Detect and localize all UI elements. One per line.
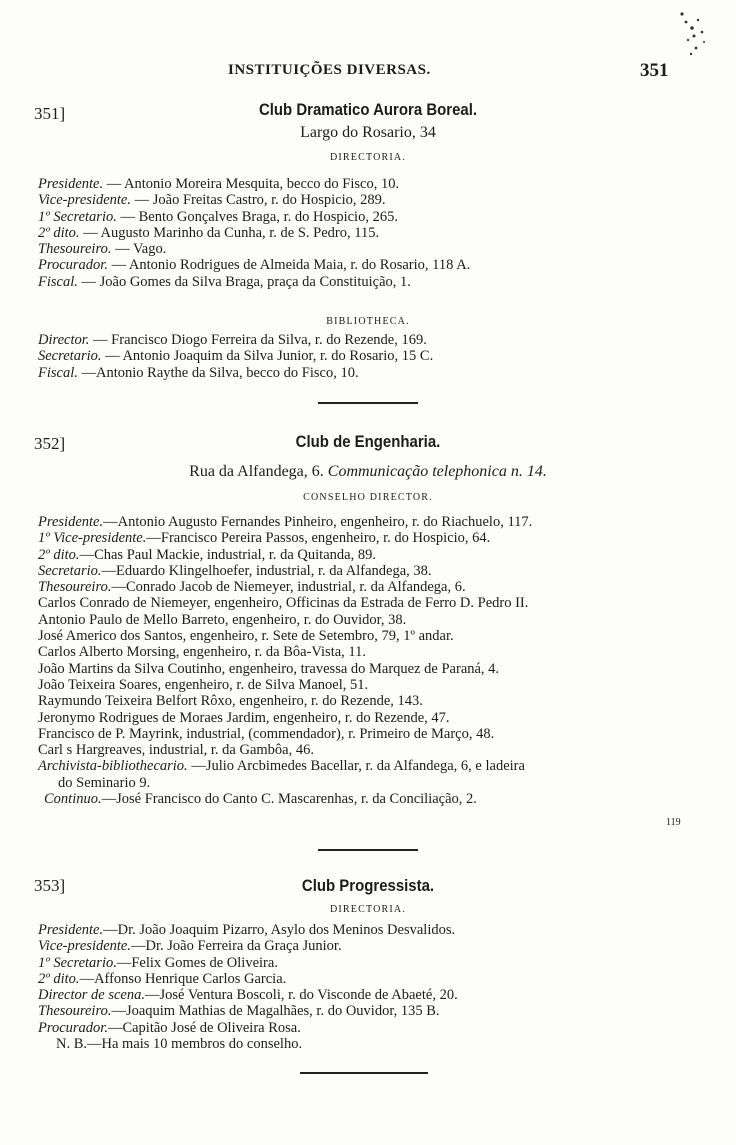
list-item: Director de scena.—José Ventura Boscoli, r. do Visconde de Abaeté, 20. <box>38 987 458 1004</box>
list-item: Thesoureiro.—Conrado Jacob de Niemeyer, industrial, r. da Alfandega, 6. <box>38 579 466 596</box>
group-heading: DIRECTORIA. <box>329 904 407 915</box>
list-item: Antonio Paulo de Mello Barreto, engenheiro, r. do Ouvidor, 38. <box>38 611 407 628</box>
list-item: 1º Secretario. — Bento Gonçalves Braga, r. do Hospicio, 265. <box>38 208 398 225</box>
list-item: 1º Vice-presidente.—Francisco Pereira Passos, engenheiro, r. do Hospicio, 64. <box>38 530 491 547</box>
list-item: Procurador.—Capitão José de Oliveira Rosa. <box>38 1019 301 1036</box>
section-divider <box>300 1072 428 1074</box>
club-title: Club de Engenharia. <box>295 432 441 451</box>
club-title: Club Dramatico Aurora Boreal. <box>258 100 478 119</box>
list-item: João Teixeira Soares, engenheiro, r. de Silva Manoel, 51. <box>38 676 369 693</box>
page-number: 351 <box>640 60 669 81</box>
list-item: N. B.—Ha mais 10 membros do conselho. <box>56 1036 303 1053</box>
entry-number: 352] <box>34 434 66 453</box>
list-item: Fiscal. — João Gomes da Silva Braga, praça da Constituição, 1. <box>38 273 411 290</box>
list-item: Presidente.—Antonio Augusto Fernandes Pinheiro, engenheiro, r. do Riachuelo, 117. <box>38 514 533 530</box>
directoria-list <box>38 176 688 290</box>
list-item: Carlos Conrado de Niemeyer, engenheiro, Officinas da Estrada de Ferro D. Pedro II. <box>38 595 529 612</box>
list-item: Raymundo Teixeira Belfort Rôxo, engenheiro, r. do Rezende, 143. <box>38 693 423 710</box>
list-item: 2º dito.—Affonso Henrique Carlos Garcia. <box>38 970 287 987</box>
list-item: Vice-presidente. — João Freitas Castro, r. do Hospicio, 289. <box>38 192 386 209</box>
list-item: do Seminario 9. <box>58 774 151 791</box>
list-item: Vice-presidente.—Dr. João Ferreira da Graça Junior. <box>38 938 342 955</box>
list-item: 2º dito.—Chas Paul Mackie, industrial, r. da Quitanda, 89. <box>38 546 376 563</box>
section-divider <box>318 849 418 851</box>
list-item: Fiscal. —Antonio Raythe da Silva, becco do Fisco, 10. <box>38 364 359 381</box>
list-item: Carl s Hargreaves, industrial, r. da Gambôa, 46. <box>38 742 314 759</box>
list-item: Director. — Francisco Diogo Ferreira da Silva, r. do Rezende, 169. <box>38 332 427 348</box>
list-item: 1º Secretario.—Felix Gomes de Oliveira. <box>38 954 278 971</box>
running-head <box>0 62 736 86</box>
list-item: Thesoureiro.—Joaquim Mathias de Magalhães, r. do Ouvidor, 135 B. <box>38 1003 440 1020</box>
section-divider <box>318 402 418 404</box>
printer-ornament-icon <box>674 10 714 60</box>
entry-number: 351] <box>34 104 66 123</box>
margin-number: 119 <box>666 817 681 828</box>
list-item: Secretario. — Antonio Joaquim da Silva Junior, r. do Rosario, 15 C. <box>38 348 434 365</box>
running-head-title: INSTITUIÇÕES DIVERSAS. <box>228 62 431 78</box>
list-item: Francisco de P. Mayrink, industrial, (commendador), r. Primeiro de Março, 48. <box>38 725 495 742</box>
group-heading: DIRECTORIA. <box>329 152 407 163</box>
list-item: Archivista-bibliothecario. —Julio Arcbimedes Bacellar, r. da Alfandega, 6, e ladeira <box>38 758 525 775</box>
group-heading: CONSELHO DIRECTOR. <box>303 492 433 503</box>
bibliotheca-list <box>38 332 688 381</box>
club-address: Rua da Alfandega, 6. Communicação telephonica n. 14. <box>189 463 547 480</box>
club-title: Club Progressista. <box>301 876 435 895</box>
list-item: Thesoureiro. — Vago. <box>38 241 167 258</box>
entry-number: 353] <box>34 876 66 895</box>
list-item: Carlos Alberto Morsing, engenheiro, r. da Bôa-Vista, 11. <box>38 644 367 661</box>
list-item: Jeronymo Rodrigues de Moraes Jardim, engenheiro, r. do Rezende, 47. <box>38 709 450 726</box>
conselho-list <box>38 514 688 807</box>
list-item: José Americo dos Santos, engenheiro, r. Sete de Setembro, 79, 1º andar. <box>38 628 454 645</box>
list-item: Procurador. — Antonio Rodrigues de Almeida Maia, r. do Rosario, 118 A. <box>38 257 471 274</box>
group-heading: BIBLIOTHECA. <box>326 316 410 327</box>
list-item: Presidente. — Antonio Moreira Mesquita, becco do Fisco, 10. <box>38 176 400 192</box>
list-item: 2º dito. — Augusto Marinho da Cunha, r. de S. Pedro, 115. <box>38 224 380 241</box>
directoria-list <box>38 922 688 1052</box>
list-item: Presidente.—Dr. João Joaquim Pizarro, Asylo dos Meninos Desvalidos. <box>38 922 456 938</box>
list-item: Secretario.—Eduardo Klingelhoefer, industrial, r. da Alfandega, 38. <box>38 562 432 579</box>
club-address: Largo do Rosario, 34 <box>300 124 436 141</box>
list-item: Continuo.—José Francisco do Canto C. Mascarenhas, r. da Conciliação, 2. <box>44 791 477 808</box>
list-item: João Martins da Silva Coutinho, engenheiro, travessa do Marquez de Paraná, 4. <box>38 660 500 677</box>
